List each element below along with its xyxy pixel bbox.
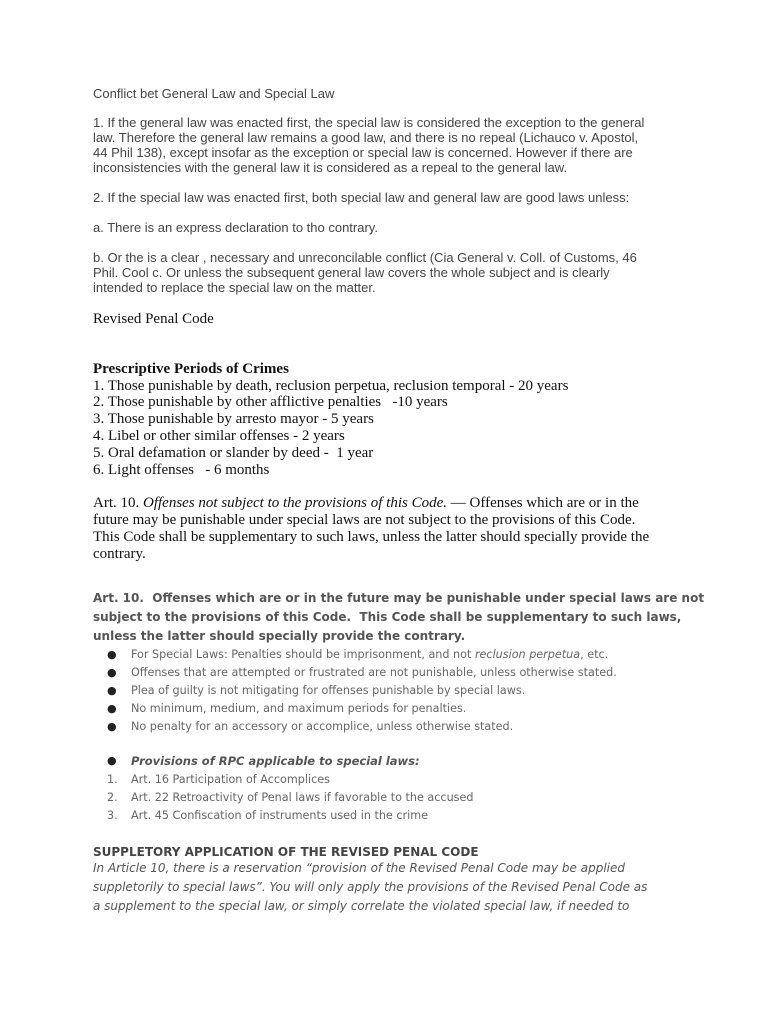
provisions-heading-list	[93, 752, 673, 771]
bullet-icon: ●	[107, 701, 117, 715]
art10-serif-line-1	[93, 495, 673, 512]
prescriptive-item-4: 4. Libel or other similar offenses - 2 years	[93, 427, 345, 444]
paragraph-1-line-3: 44 Phil 138), except insofar as the exception or special law is concerned. However if there are	[93, 145, 633, 160]
art10-italic-title: Offenses not subject to the provisions of this Code.	[143, 495, 448, 512]
list-item: 3. Art. 45 Confiscation of instruments used in the crime	[107, 808, 429, 822]
art10-line-1-rest: — Offenses which are or in the	[447, 495, 639, 512]
paragraph-b-line-1: b. Or the is a clear , necessary and unreconcilable conflict (Cia General v. Coll. of Customs, 46	[93, 250, 637, 265]
general-special-law-section	[93, 86, 673, 295]
art10-serif-line-2: future may be punishable under special laws are not subject to the provisions of this Code.	[93, 512, 636, 529]
suppletory-line-2: suppletorily to special laws”. You will only apply the provisions of the Revised Penal Code as	[93, 879, 648, 894]
prescriptive-item-5: 5. Oral defamation or slander by deed - 1 year	[93, 444, 374, 461]
prescriptive-item-6: 6. Light offenses - 6 months	[93, 461, 270, 478]
prescriptive-item-2: 2. Those punishable by other afflictive penalties -10 years	[93, 394, 448, 411]
suppletory-line-3: a supplement to the special law, or simply correlate the violated special law, if needed to	[93, 898, 630, 913]
art10-serif-line-4: contrary.	[93, 545, 146, 562]
paragraph-2: 2. If the special law was enacted first, both special law and general law are good laws unless:	[93, 190, 630, 205]
paragraph-1-line-4: inconsistencies with the general law it is considered as a repeal to the general law.	[93, 160, 568, 175]
prescriptive-item-3: 3. Those punishable by arresto mayor - 5 years	[93, 411, 374, 428]
paragraph-a: a. There is an express declaration to tho contrary.	[93, 220, 378, 235]
bullet-icon: ●	[107, 753, 117, 767]
list-item: 2. Art. 22 Retroactivity of Penal laws if favorable to the accused	[107, 790, 474, 804]
provisions-list	[93, 771, 673, 825]
paragraph-b-line-2: Phil. Cool c. Or unless the subsequent general law covers the whole subject and is clearly	[93, 265, 610, 280]
special-law-bullets	[93, 646, 673, 736]
art10-bold-line-2: subject to the provisions of this Code. This Code shall be supplementary to such laws,	[93, 609, 682, 624]
prescriptive-title: Prescriptive Periods of Crimes	[93, 360, 289, 377]
bullet-icon: ●	[107, 719, 117, 733]
list-item: ● Offenses that are attempted or frustrated are not punishable, unless otherwise stated.	[93, 664, 673, 682]
rpc-title: Revised Penal Code	[93, 311, 214, 327]
list-item: 1. Art. 16 Participation of Accomplices	[107, 772, 330, 786]
suppletory-section	[93, 845, 673, 916]
provisions-heading-item	[93, 752, 673, 771]
bullet-icon: ●	[107, 683, 117, 697]
provisions-heading: Provisions of RPC applicable to special laws:	[131, 753, 420, 768]
art10-bold-line-3: unless the latter should specially provide the contrary.	[93, 628, 466, 643]
bullet-icon: ●	[107, 647, 117, 661]
art10-bold-line-1: Art. 10. Offenses which are or in the future may be punishable under special laws are not	[93, 590, 705, 605]
art10-notes-section	[93, 589, 705, 825]
paragraph-1-line-2: law. Therefore the general law remains a good law, and there is no repeal (Lichauco v. Apostol,	[93, 130, 639, 145]
bullet-icon: ●	[107, 665, 117, 679]
rpc-section	[93, 311, 673, 563]
list-item: ● No minimum, medium, and maximum periods for penalties.	[93, 700, 673, 718]
section-heading: Conflict bet General Law and Special Law	[93, 86, 335, 101]
suppletory-heading: SUPPLETORY APPLICATION OF THE REVISED PENAL CODE	[93, 844, 479, 859]
paragraph-b-line-3: intended to replace the special law on the matter.	[93, 280, 376, 295]
prescriptive-item-1: 1. Those punishable by death, reclusion perpetua, reclusion temporal - 20 years	[93, 377, 569, 394]
paragraph-1-line-1: 1. If the general law was enacted first, the special law is considered the exception to the general	[93, 115, 645, 130]
document-page	[93, 86, 705, 916]
list-item: ● No penalty for an accessory or accomplice, unless otherwise stated.	[93, 718, 673, 736]
art10-serif-line-3: This Code shall be supplementary to such laws, unless the latter should specially provide the	[93, 528, 650, 545]
list-item: ● For Special Laws: Penalties should be imprisonment, and not reclusion perpetua, etc.	[93, 646, 673, 664]
list-item: ● Plea of guilty is not mitigating for offenses punishable by special laws.	[93, 682, 673, 700]
art10-label: Art. 10.	[93, 495, 140, 512]
suppletory-line-1: In Article 10, there is a reservation “provision of the Revised Penal Code may be applied	[93, 860, 625, 875]
